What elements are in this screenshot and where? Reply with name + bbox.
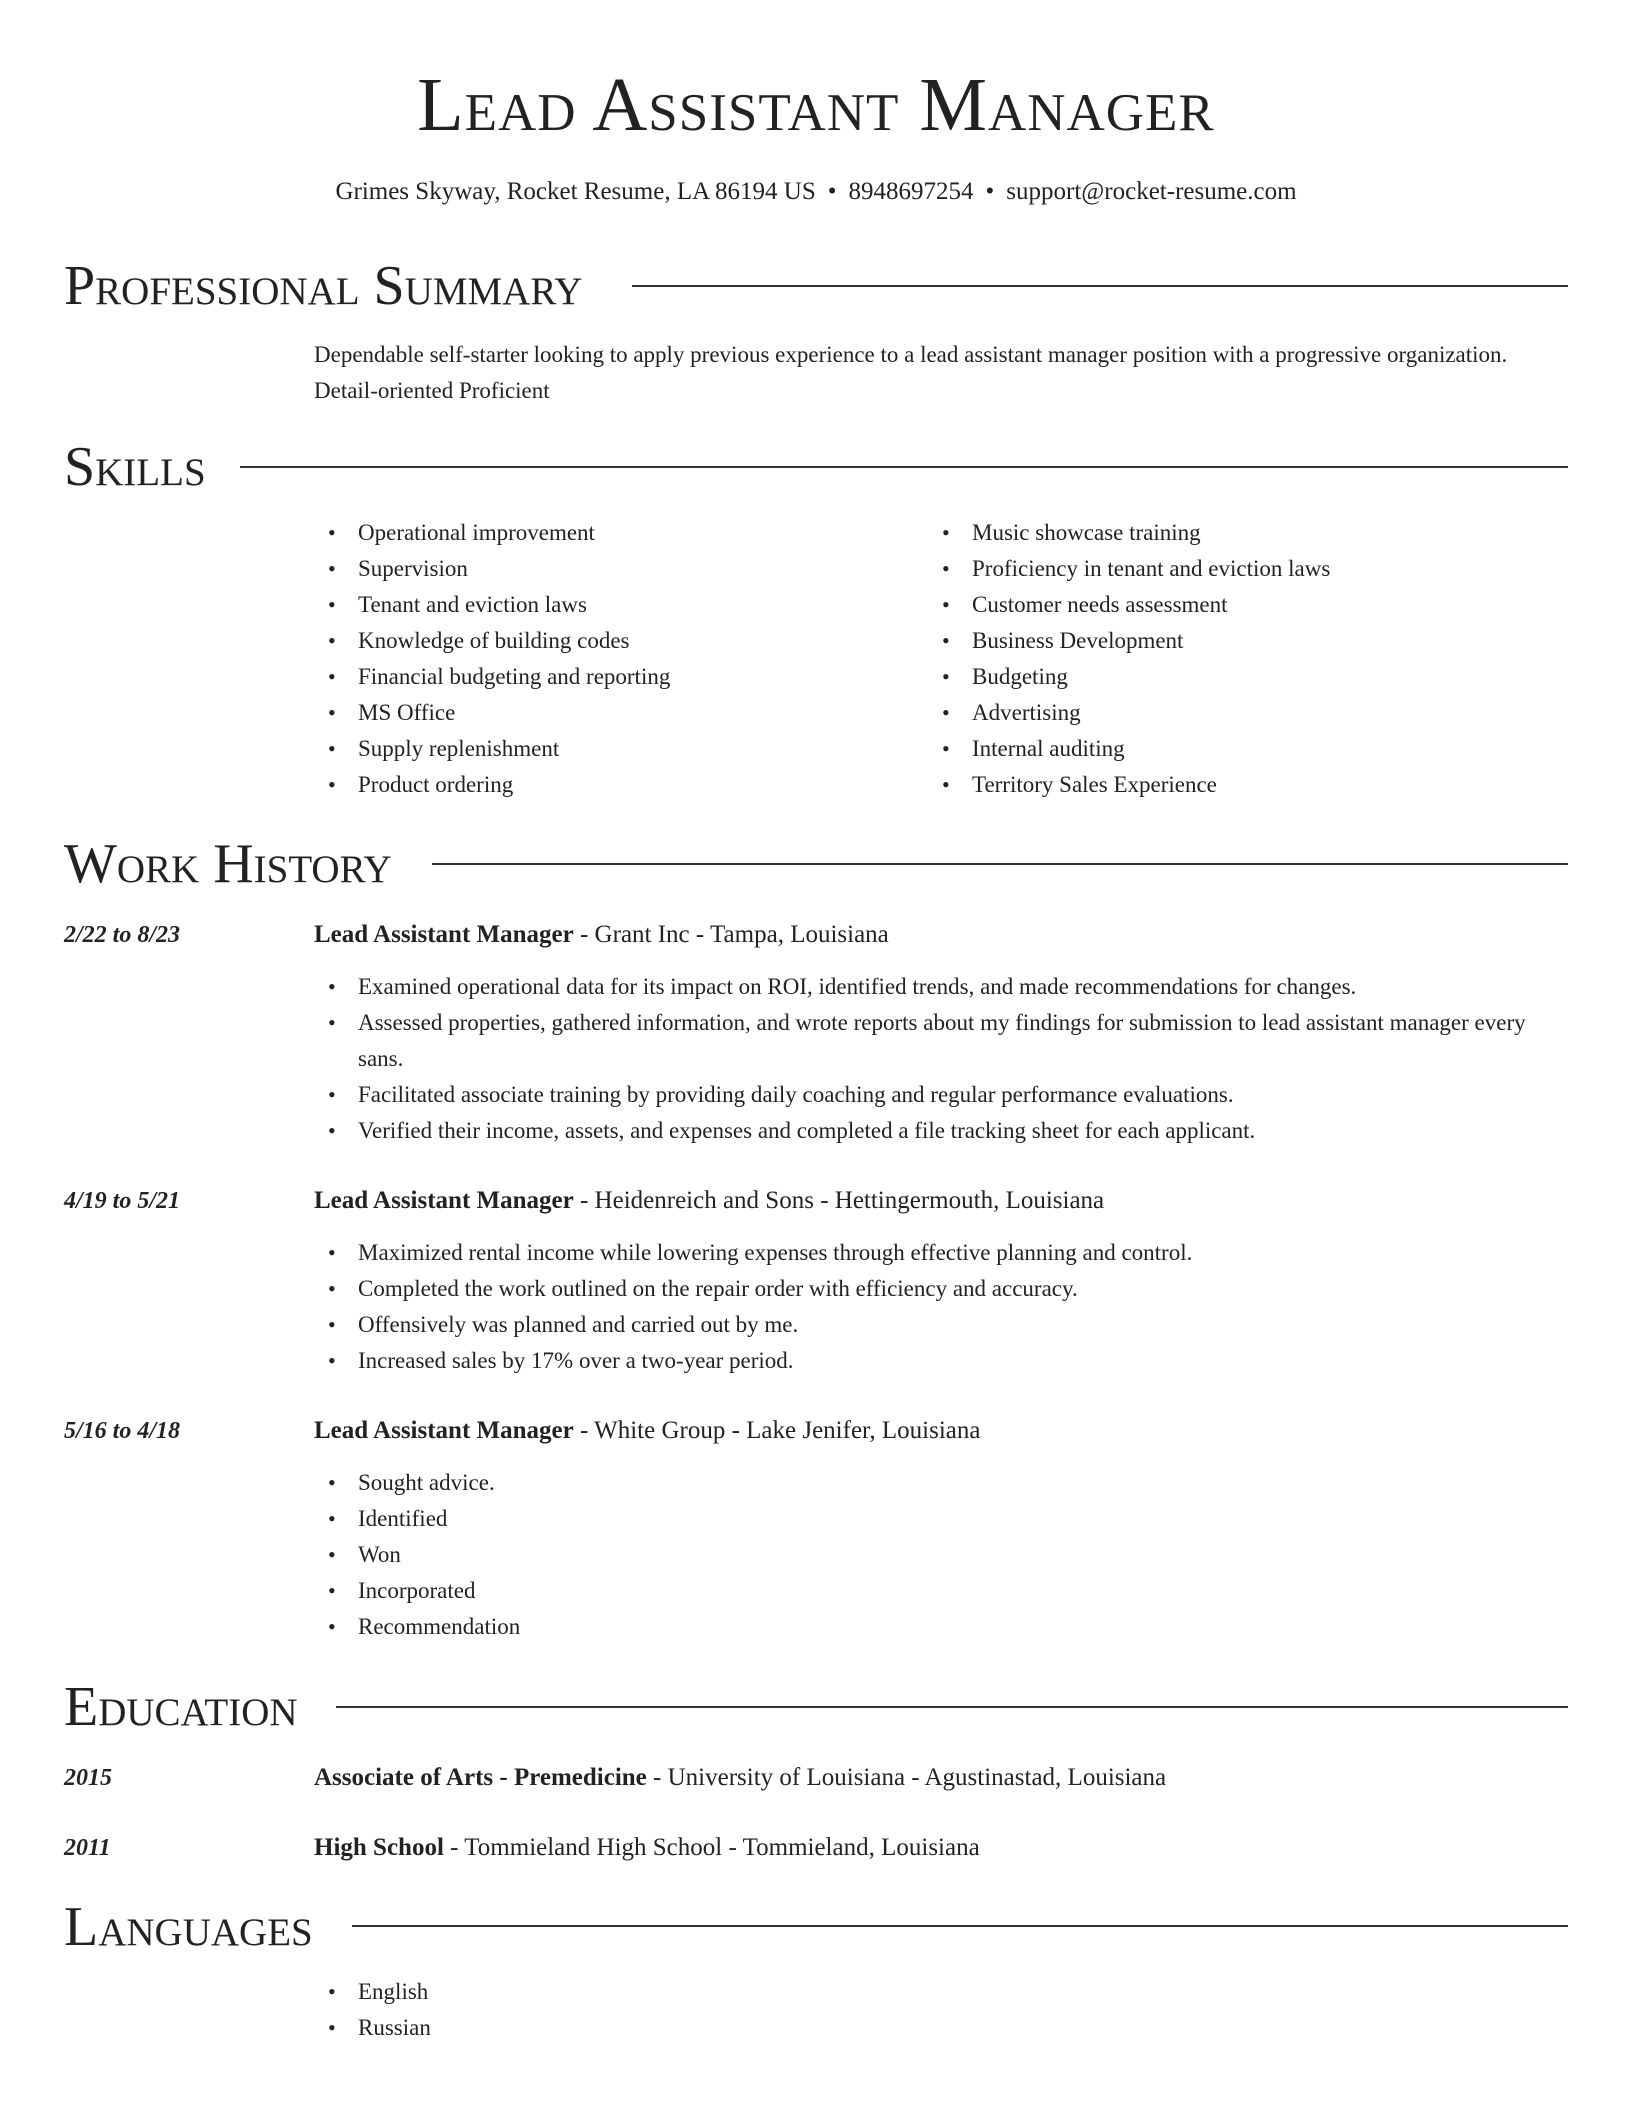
section-title-languages: Languages — [64, 1896, 313, 1958]
skill-item: • Proficiency in tenant and eviction laws — [928, 551, 1568, 587]
job-bullet: • Maximized rental income while lowering expenses through effective planning and control. — [314, 1235, 1568, 1271]
skill-item: • Budgeting — [928, 659, 1568, 695]
job-bullet: • Completed the work outlined on the repair order with efficiency and accuracy. — [314, 1271, 1568, 1307]
education-heading — [314, 1760, 1568, 1796]
skill-item: • Internal auditing — [928, 731, 1568, 767]
summary-text: Dependable self-starter looking to apply previous experience to a lead assistant manager position with a progressive organization. Detail-oriented Proficient — [314, 342, 1508, 403]
section-divider — [336, 1706, 1568, 1708]
language-item: • English — [314, 1974, 914, 2010]
job-bullet: • Facilitated associate training by providing daily coaching and regular performance evaluations. — [314, 1077, 1568, 1113]
skill-item: • Operational improvement — [314, 515, 914, 551]
skill-item: • MS Office — [314, 695, 914, 731]
education-details: - Tommieland High School - Tommieland, Louisiana — [443, 1834, 980, 1861]
skill-item: • Supply replenishment — [314, 731, 914, 767]
skill-item: • Territory Sales Experience — [928, 767, 1568, 803]
skill-item: • Tenant and eviction laws — [314, 587, 914, 623]
skill-item: • Music showcase training — [928, 515, 1568, 551]
job-dates: 2/22 to 8/23 — [64, 922, 181, 948]
contact-phone: 8948697254 — [848, 178, 974, 205]
job-details: - White Group - Lake Jenifer, Louisiana — [573, 1417, 981, 1444]
job-bullet: • Assessed properties, gathered information, and wrote reports about my findings for submission to lead assistant manager every sans. — [314, 1005, 1568, 1077]
section-divider — [352, 1925, 1568, 1927]
education-details: - University of Louisiana - Agustinastad, Louisiana — [646, 1764, 1167, 1791]
education-year: 2011 — [64, 1835, 111, 1861]
skill-item: • Advertising — [928, 695, 1568, 731]
job-bullet: • Sought advice. — [314, 1465, 1568, 1501]
job-role: Lead Assistant Manager — [314, 921, 574, 948]
contact-address: Grimes Skyway, Rocket Resume, LA 86194 US — [335, 178, 816, 205]
job-role: Lead Assistant Manager — [314, 1417, 574, 1444]
skill-item: • Product ordering — [314, 767, 914, 803]
job-heading — [314, 1413, 1568, 1449]
job-bullet: • Verified their income, assets, and expenses and completed a file tracking sheet for each applicant. — [314, 1113, 1568, 1149]
job-role: Lead Assistant Manager — [314, 1187, 574, 1214]
job-bullets — [314, 1235, 1568, 1379]
contact-email[interactable]: support@rocket-resume.com — [1006, 178, 1297, 205]
job-details: - Heidenreich and Sons - Hettingermouth, Louisiana — [573, 1187, 1105, 1214]
language-item: • Russian — [314, 2010, 914, 2046]
section-title-summary: Professional Summary — [64, 255, 583, 317]
skill-item: • Financial budgeting and reporting — [314, 659, 914, 695]
job-details: - Grant Inc - Tampa, Louisiana — [573, 921, 889, 948]
section-title-work-history: Work History — [64, 833, 392, 895]
section-title-education: Education — [64, 1676, 298, 1738]
section-divider — [240, 466, 1568, 468]
skill-item: • Knowledge of building codes — [314, 623, 914, 659]
skill-item: • Supervision — [314, 551, 914, 587]
job-heading — [314, 1183, 1568, 1219]
education-heading — [314, 1830, 1568, 1866]
section-divider — [632, 285, 1568, 287]
contact-separator: • — [827, 178, 837, 205]
education-degree: High School — [314, 1834, 444, 1861]
skill-item: • Customer needs assessment — [928, 587, 1568, 623]
job-dates: 4/19 to 5/21 — [64, 1188, 181, 1214]
languages-list — [314, 1974, 914, 2046]
job-bullet: • Identified — [314, 1501, 1568, 1537]
section-divider — [432, 863, 1568, 865]
job-dates: 5/16 to 4/18 — [64, 1418, 181, 1444]
job-heading — [314, 917, 1568, 953]
job-bullet: • Increased sales by 17% over a two-year period. — [314, 1343, 1568, 1379]
skill-item: • Business Development — [928, 623, 1568, 659]
job-bullet: • Examined operational data for its impact on ROI, identified trends, and made recommendations for changes. — [314, 969, 1568, 1005]
education-year: 2015 — [64, 1765, 112, 1791]
job-bullet: • Offensively was planned and carried out by me. — [314, 1307, 1568, 1343]
skills-list-left — [314, 515, 914, 803]
job-bullet: • Incorporated — [314, 1573, 1568, 1609]
job-bullets — [314, 1465, 1568, 1645]
skills-list-right — [928, 515, 1568, 803]
job-bullet: • Recommendation — [314, 1609, 1568, 1645]
resume-name: Lead Assistant Manager — [417, 63, 1215, 147]
job-bullets — [314, 969, 1568, 1149]
education-degree: Associate of Arts - Premedicine — [314, 1764, 647, 1791]
job-bullet: • Won — [314, 1537, 1568, 1573]
contact-line — [0, 176, 1632, 208]
section-title-skills: Skills — [64, 436, 206, 498]
contact-separator: • — [985, 178, 995, 205]
